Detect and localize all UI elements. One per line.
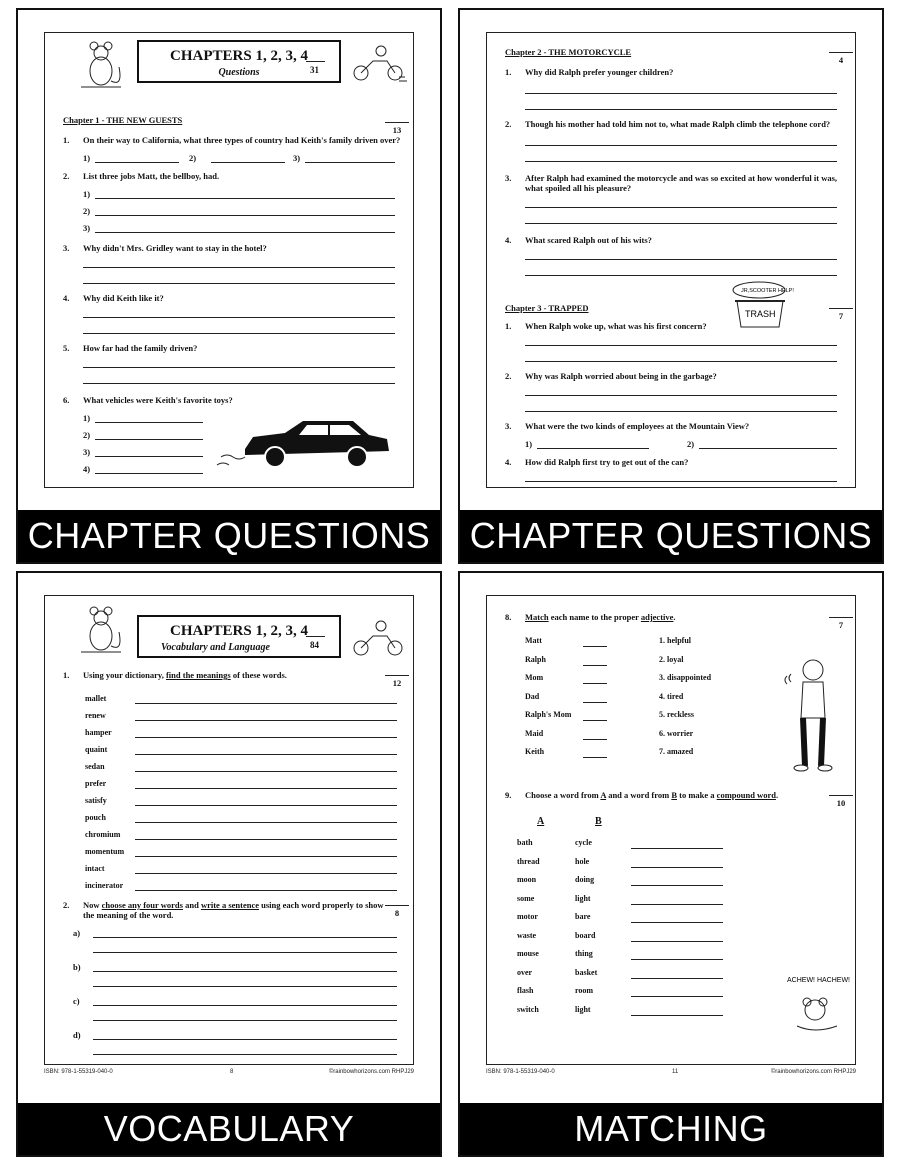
compound-answer-line[interactable] [631,1015,723,1016]
footer-isbn: ISBN: 978-1-55319-040-0 [44,1069,113,1075]
answer-line[interactable] [95,422,203,423]
footer-copyright: ©rainbowhorizons.com RHPJ29 [328,1069,414,1075]
banner-label: VOCABULARY [18,1103,440,1155]
question-number: 3. [63,243,70,253]
text-part: and [182,900,201,910]
text-part: and a word from [606,790,672,800]
vocab-word: intact [85,864,105,873]
match-adjective: 7. amazed [659,747,694,756]
blank-label: 1) [83,413,91,423]
match-name: Keith [525,747,545,756]
blank-label: 3) [293,153,301,163]
column-a-word: motor [517,912,538,921]
motorcycle-mouse-icon [351,39,409,83]
question-text: Though his mother had told him not to, what made Ralph climb the telephone cord? [525,119,831,129]
footer-page-number: 8 [230,1069,234,1075]
blank-label: 2) [687,439,695,449]
sentence-line[interactable] [93,1039,397,1040]
answer-line[interactable] [525,345,837,346]
text-part: . [673,612,676,622]
text-emphasis: write a sentence [200,900,259,910]
footer-page-number: 11 [672,1069,679,1075]
vocab-word: momentum [85,847,125,856]
answer-line[interactable] [525,207,837,208]
sentence-line[interactable] [93,1054,397,1055]
title-box [137,615,341,658]
answer-line[interactable] [525,93,837,94]
mouse-illustration-icon [71,602,131,658]
sentence-line[interactable] [93,937,397,938]
column-b-word: basket [575,967,598,977]
sentence-letter: a) [73,928,81,938]
banner-label: MATCHING [460,1103,882,1155]
text-part: of these words. [230,670,287,680]
title-box [137,40,341,83]
question-number: 1. [505,321,512,331]
definition-line[interactable] [135,839,397,840]
text-part: to make a [677,790,717,800]
panel-matching [458,571,884,1157]
question-text: When Ralph woke up, what was his first concern? [525,321,707,331]
worksheet-page [486,32,856,488]
match-adjective: 4. tired [659,691,684,701]
page-footer [44,1069,414,1081]
compound-answer-line[interactable] [631,959,723,960]
match-name: Ralph's Mom [525,710,572,719]
score-box: 7 [829,311,853,321]
answer-line[interactable] [525,411,837,412]
definition-line[interactable] [135,788,397,789]
score-box: 8 [385,908,409,918]
match-adjective: 3. disappointed [659,673,712,682]
question-text: How far had the family driven? [83,343,198,353]
answer-line[interactable] [95,215,395,216]
text-emphasis: adjective [640,612,674,622]
vocab-word: prefer [85,779,107,788]
compound-answer-line[interactable] [631,941,723,942]
question-text-cont: the meaning of the word. [83,910,174,920]
sentence-line[interactable] [93,952,397,953]
answer-line[interactable] [83,317,395,318]
definition-line[interactable] [135,771,397,772]
definition-line[interactable] [135,703,397,704]
question-number: 9. [505,790,512,800]
match-adjective: 6. worrier [659,728,694,738]
question-text: Why did Ralph prefer younger children? [525,67,674,77]
match-name: Matt [525,636,542,645]
text-part: Using your dictionary, [83,670,166,680]
vocab-word: incinerator [85,881,124,890]
panel-vocabulary [16,571,442,1157]
answer-line[interactable] [95,198,395,199]
question-number: 1. [63,670,70,680]
page-box-number: 84 [310,640,319,650]
question-text: What vehicles were Keith's favorite toys? [83,395,233,405]
match-adjective: 2. loyal [659,654,684,664]
column-b-word: light [575,1004,591,1014]
column-a-word: mouse [517,949,539,958]
question-number: 1. [505,67,512,77]
question-number: 4. [505,235,512,245]
page-footer [486,1069,856,1081]
vocab-word: quaint [85,745,108,754]
text-emphasis: find the meanings [165,670,231,680]
question-number: 3. [505,173,512,183]
question-number: 2. [505,119,512,129]
car-illustration-icon [241,417,391,477]
compound-answer-line[interactable] [631,978,723,979]
column-a-word: moon [517,875,537,884]
question-number: 5. [63,343,70,353]
blank-label: 2) [189,153,197,163]
vocab-word: mallet [85,694,107,703]
mouse-illustration-icon [71,37,131,93]
section-heading: Chapter 1 - THE NEW GUESTS [63,115,183,125]
column-a-word: flash [517,986,534,995]
blank-label: 3) [83,447,91,457]
match-blank[interactable] [583,757,607,758]
column-b-word: thing [575,949,593,958]
column-b-word: room [575,986,594,995]
vocab-word: hamper [85,728,112,737]
definition-line[interactable] [135,822,397,823]
column-b-heading: B [595,816,602,827]
question-text: On their way to California, what three types of country had Keith's family driven over? [83,135,401,145]
question-text [525,790,778,800]
column-a-word: waste [517,930,537,940]
vocab-word: renew [85,711,106,720]
question-text: Why was Ralph worried about being in the garbage? [525,371,717,381]
text-emphasis: B [671,790,677,800]
definition-line[interactable] [135,873,397,874]
definition-line[interactable] [135,890,397,891]
compound-answer-line[interactable] [631,848,723,849]
answer-line[interactable] [83,283,395,284]
question-number: 1. [63,135,70,145]
blank-label: 4) [83,464,91,474]
vocab-word: sedan [85,762,105,771]
text-emphasis: choose any four words [101,900,183,910]
compound-answer-line[interactable] [631,922,723,923]
text-part: Choose a word from [525,790,601,800]
question-number: 2. [63,171,70,181]
column-a-word: some [517,893,535,903]
page-subtitle: Vocabulary and Language [161,642,270,653]
question-text [83,670,287,680]
sentence-letter: d) [73,1030,81,1040]
worksheet-page [44,32,414,488]
vocab-word: satisfy [85,796,107,805]
score-box: 12 [385,678,409,688]
question-number: 6. [63,395,70,405]
compound-answer-line[interactable] [631,996,723,997]
text-part: each name to the proper [548,612,641,622]
text-part: Now [83,900,102,910]
question-number: 3. [505,421,512,431]
match-name: Maid [525,728,544,738]
answer-line[interactable] [525,223,837,224]
vocab-word: pouch [85,813,106,822]
question-number: 8. [505,612,512,622]
panel-chapter-questions-1 [16,8,442,564]
worksheet-page [486,595,856,1065]
blank-label: 1) [83,153,91,163]
question-text: How did Ralph first try to get out of the can? [525,457,689,467]
compound-answer-line[interactable] [631,904,723,905]
trash-can-icon [729,281,793,329]
sentence-line[interactable] [93,986,397,987]
compound-answer-line[interactable] [631,885,723,886]
answer-line[interactable] [525,109,837,110]
question-number: 4. [505,457,512,467]
text-emphasis: Match [525,612,549,622]
score-box: 4 [829,55,853,65]
question-number: 2. [505,371,512,381]
answer-line[interactable] [83,267,395,268]
column-b-word: board [575,930,596,940]
definition-line[interactable] [135,805,397,806]
answer-line[interactable] [95,232,395,233]
answer-line[interactable] [305,162,395,163]
achoo-text: ACHEW! HACHEW! [787,977,850,984]
score-box: 7 [829,620,853,630]
match-adjective: 5. reckless [659,710,694,719]
answer-line[interactable] [525,395,837,396]
page-subtitle: Questions [218,67,260,78]
match-adjective: 1. helpful [659,636,692,645]
match-blank[interactable] [583,665,607,666]
question-number: 2. [63,900,70,910]
question-text: After Ralph had examined the motorcycle and was so excited at how wonderful it was, [525,173,838,183]
column-b-word: cycle [575,838,592,847]
compound-answer-line[interactable] [631,867,723,868]
answer-line[interactable] [525,259,837,260]
answer-line[interactable] [95,456,203,457]
page-title: CHAPTERS 1, 2, 3, 4 [170,48,308,64]
match-blank[interactable] [583,683,607,684]
blank-label: 1) [83,189,91,199]
column-b-word: bare [575,912,591,921]
panel-chapter-questions-2 [458,8,884,564]
question-text: What were the two kinds of employees at the Mountain View? [525,421,750,431]
blank-label: 3) [83,223,91,233]
blank-label: 1) [525,439,533,449]
question-text-cont: what spoiled all his pleasure? [525,183,632,193]
answer-line[interactable] [525,145,837,146]
question-text [83,900,384,910]
column-a-word: bath [517,838,533,847]
column-b-word: hole [575,856,590,866]
trash-label: TRASH [745,309,776,319]
definition-line[interactable] [135,754,397,755]
footer-copyright: ©rainbowhorizons.com RHPJ29 [770,1069,856,1075]
definition-line[interactable] [135,720,397,721]
section-heading: Chapter 2 - THE MOTORCYCLE [505,47,632,57]
score-box: 10 [829,798,853,808]
vocab-word: chromium [85,830,121,839]
answer-line[interactable] [525,361,837,362]
match-blank[interactable] [583,720,607,721]
match-blank[interactable] [583,646,607,647]
sentence-line[interactable] [93,1005,397,1006]
column-a-word: switch [517,1004,539,1014]
match-blank[interactable] [583,702,607,703]
sentence-line[interactable] [93,971,397,972]
match-blank[interactable] [583,739,607,740]
text-emphasis: compound word [716,790,776,800]
blank-label: 2) [83,430,91,440]
sneezing-mouse-icon [787,972,851,1036]
answer-line[interactable] [211,162,285,163]
section-heading: Chapter 3 - TRAPPED [505,303,589,313]
match-name: Dad [525,691,540,701]
answer-line[interactable] [537,448,649,449]
answer-line[interactable] [95,162,179,163]
sentence-line[interactable] [93,1020,397,1021]
sentence-letter: c) [73,996,80,1006]
page-box-number: 31 [310,65,319,75]
worksheet-page [44,595,414,1065]
answer-line[interactable] [95,473,203,474]
answer-line[interactable] [95,439,203,440]
column-a-word: thread [517,856,540,866]
banner-label: CHAPTER QUESTIONS [460,510,882,562]
definition-line[interactable] [135,856,397,857]
answer-line[interactable] [525,275,837,276]
question-number: 4. [63,293,70,303]
match-name: Ralph [525,654,546,664]
definition-line[interactable] [135,737,397,738]
answer-line[interactable] [83,383,395,384]
match-name: Mom [525,673,544,682]
text-part: using each word properly to show [259,900,384,910]
score-box: 13 [385,125,409,135]
page-title: CHAPTERS 1, 2, 3, 4 [170,623,308,639]
text-part: . [775,790,779,800]
column-a-word: over [517,967,533,977]
banner-label: CHAPTER QUESTIONS [18,510,440,562]
column-a-heading: A [537,816,545,827]
question-text: List three jobs Matt, the bellboy, had. [83,171,220,181]
question-text: What scared Ralph out of his wits? [525,235,652,245]
column-b-word: doing [575,875,595,884]
answer-line[interactable] [525,161,837,162]
motorcycle-mouse-icon [351,614,409,658]
text-emphasis: A [600,790,607,800]
trash-bubble-text: JR,SCOOTER HELP! [741,288,794,294]
answer-line[interactable] [83,367,395,368]
question-text [525,612,676,622]
answer-line[interactable] [525,481,837,482]
question-text: Why didn't Mrs. Gridley want to stay in the hotel? [83,243,267,253]
question-text: Why did Keith like it? [83,293,164,303]
sentence-letter: b) [73,962,81,972]
blank-label: 2) [83,206,91,216]
boy-illustration-icon [783,656,843,776]
answer-line[interactable] [699,448,837,449]
answer-line[interactable] [83,333,395,334]
footer-isbn: ISBN: 978-1-55319-040-0 [486,1069,555,1075]
column-b-word: light [575,893,591,903]
